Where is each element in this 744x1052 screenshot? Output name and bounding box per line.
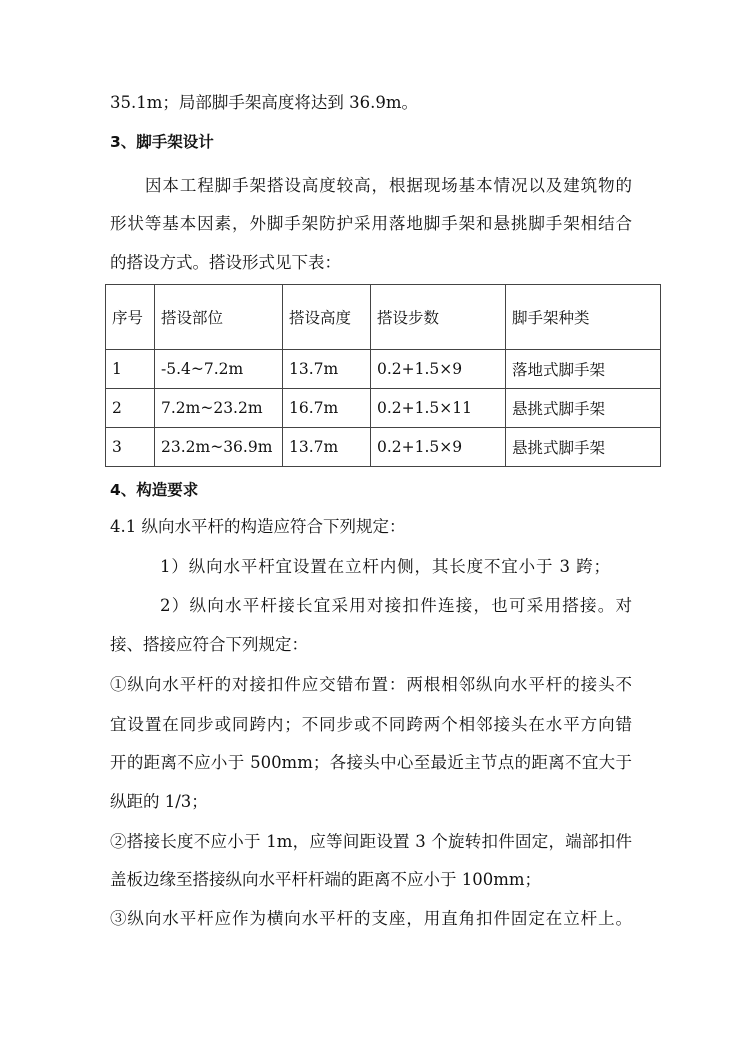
paragraph-line: 接、搭接应符合下列规定： [110,635,308,654]
table-row [106,389,661,428]
scaffold-table [105,284,661,467]
table-cell: 0.2+1.5×11 [371,389,506,428]
table-header-row [106,285,661,350]
table-cell: 23.2m~36.9m [155,428,283,467]
paragraph-line: 因本工程脚手架搭设高度较高，根据现场基本情况以及建筑物的 [145,176,632,195]
list-item: ②搭接长度不应小于 1m，应等间距设置 3 个旋转扣件固定，端部扣件 [110,832,632,851]
list-item: ①纵向水平杆的对接扣件应交错布置：两根相邻纵向水平杆的接头不 [110,675,632,694]
list-item: 2）纵向水平杆接长宜采用对接扣件连接，也可采用搭接。对 [160,596,632,615]
table-cell: 悬挑式脚手架 [506,428,661,467]
table-header-cell: 搭设高度 [283,285,371,350]
table-header-cell: 序号 [106,285,155,350]
section-heading-3: 3、脚手架设计 [110,133,214,151]
table-header-cell: 脚手架种类 [506,285,661,350]
paragraph-line: 形状等基本因素，外脚手架防护采用落地脚手架和悬挑脚手架相结合 [110,214,632,233]
paragraph-line: 开的距离不应小于 500mm；各接头中心至最近主节点的距离不宜大于 [110,753,632,772]
paragraph-line: 盖板边缘至搭接纵向水平杆杆端的距离不应小于 100mm； [110,870,542,889]
table-row [106,428,661,467]
table-cell: 1 [106,350,155,389]
table-cell: 3 [106,428,155,467]
list-item: 1）纵向水平杆宜设置在立杆内侧，其长度不宜小于 3 跨； [160,557,610,576]
table-cell: 13.7m [283,350,371,389]
table-cell: 13.7m [283,428,371,467]
paragraph-line: 4.1 纵向水平杆的构造应符合下列规定： [110,517,406,536]
paragraph-line: 35.1m；局部脚手架高度将达到 36.9m。 [110,93,419,112]
paragraph-line: 的搭设方式。搭设形式见下表： [110,253,341,272]
paragraph-line: 宜设置在同步或同跨内；不同步或不同跨两个相邻接头在水平方向错 [110,715,632,734]
table-cell: 0.2+1.5×9 [371,350,506,389]
table-cell: 悬挑式脚手架 [506,389,661,428]
section-heading-4: 4、构造要求 [110,481,199,499]
table-header-cell: 搭设部位 [155,285,283,350]
table-cell: -5.4~7.2m [155,350,283,389]
table-cell: 0.2+1.5×9 [371,428,506,467]
paragraph-line: 纵距的 1/3； [110,792,208,811]
table-cell: 16.7m [283,389,371,428]
table-cell: 2 [106,389,155,428]
table-header-cell: 搭设步数 [371,285,506,350]
list-item: ③纵向水平杆应作为横向水平杆的支座，用直角扣件固定在立杆上。 [110,909,632,928]
table-row [106,350,661,389]
table-cell: 落地式脚手架 [506,350,661,389]
table-cell: 7.2m~23.2m [155,389,283,428]
